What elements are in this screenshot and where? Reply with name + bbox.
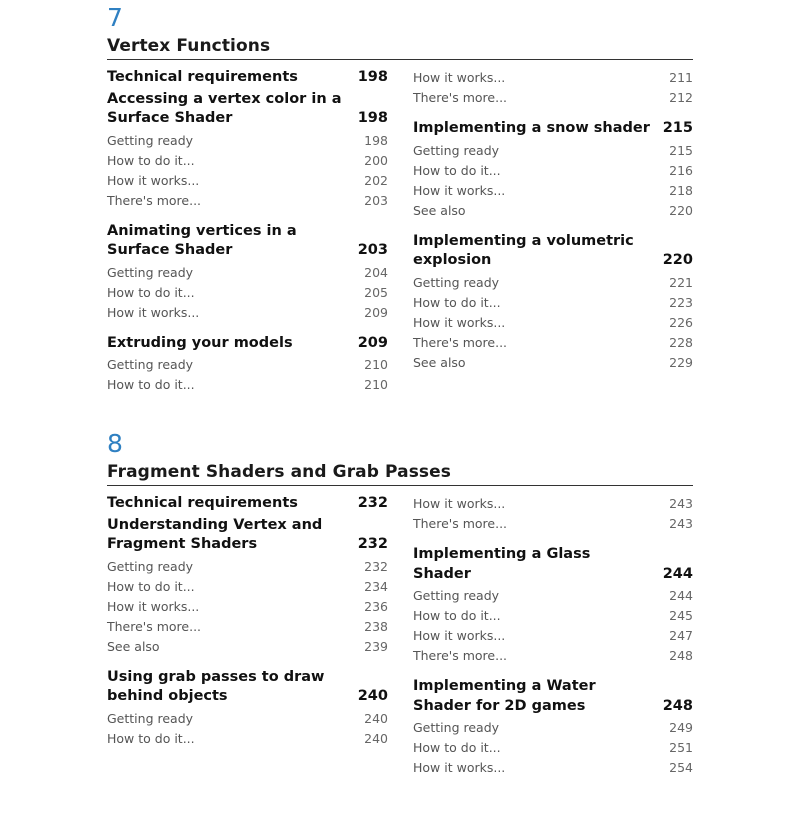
toc-entry-title: Implementing a Water Shader for 2D games [413, 678, 596, 714]
chapter-7 [107, 2, 693, 400]
toc-entry-page: 215 [662, 120, 693, 136]
toc-entry-title: See also [413, 354, 466, 370]
toc-entry-title: See also [413, 202, 466, 218]
toc-left-column [107, 486, 388, 749]
toc-entry-page: 254 [669, 760, 693, 775]
toc-entry-title: How to do it... [107, 152, 195, 168]
toc-entry-page: 226 [669, 314, 693, 330]
toc-entry-title: Getting ready [413, 720, 500, 735]
toc-subsection-entry[interactable] [413, 333, 693, 353]
toc-entry-title: How it works... [107, 172, 200, 188]
toc-entry-page: 243 [669, 496, 693, 511]
toc-subsection-entry[interactable] [107, 131, 388, 151]
toc-subsection-entry[interactable] [413, 293, 693, 313]
toc-entry-page: 244 [662, 565, 693, 582]
toc-entry-page: 239 [364, 638, 388, 654]
toc-entry-title: How it works... [413, 760, 506, 775]
toc-section-entry[interactable] [413, 232, 693, 271]
toc-subsection-entry[interactable] [107, 355, 388, 375]
toc-entry-title: Implementing a volumetric explosion [413, 232, 634, 268]
toc-entry-page: 198 [357, 110, 388, 126]
toc-entry-title: Implementing a Glass Shader [413, 546, 591, 582]
toc-entry-page: 215 [669, 142, 693, 158]
toc-subsection-entry[interactable] [413, 758, 693, 778]
toc-entry-page: 236 [364, 598, 388, 614]
toc-subsection-entry[interactable] [107, 191, 388, 211]
toc-columns [107, 60, 693, 400]
toc-entry-title: How to do it... [107, 730, 195, 746]
toc-subsection-entry[interactable] [107, 597, 388, 617]
toc-entry-page: 240 [357, 688, 388, 704]
toc-entry-page: 229 [669, 354, 693, 370]
toc-subsection-entry[interactable] [107, 729, 388, 749]
toc-subsection-entry[interactable] [413, 353, 693, 373]
toc-entry-page: 211 [669, 70, 693, 85]
toc-section-entry[interactable] [107, 68, 388, 88]
toc-subsection-entry[interactable] [413, 201, 693, 221]
toc-entry-page: 244 [669, 588, 693, 603]
toc-entry-page: 210 [364, 377, 388, 392]
toc-subsection-entry[interactable] [413, 646, 693, 666]
toc-subsection-entry[interactable] [107, 617, 388, 637]
toc-entry-page: 251 [669, 740, 693, 755]
toc-entry-page: 203 [364, 192, 388, 208]
toc-entry-page: 198 [364, 132, 388, 148]
toc-entry-title: How to do it... [107, 284, 195, 300]
toc-entry-page: 209 [357, 334, 388, 351]
toc-subsection-entry[interactable] [413, 161, 693, 181]
toc-entry-title: How it works... [413, 628, 506, 643]
toc-entry-title: How it works... [413, 496, 506, 511]
toc-entry-page: 218 [669, 182, 693, 198]
toc-entry-page: 198 [357, 69, 388, 85]
toc-entry-title: Getting ready [413, 274, 500, 290]
toc-columns [107, 486, 693, 826]
toc-entry-page: 240 [364, 730, 388, 746]
toc-entry-title: How to do it... [413, 608, 501, 623]
toc-subsection-entry[interactable] [107, 283, 388, 303]
toc-entry-title: How to do it... [413, 162, 501, 178]
toc-entry-title: How to do it... [107, 578, 195, 594]
chapter-title: Fragment Shaders and Grab Passes [107, 460, 693, 486]
toc-entry-title: How it works... [413, 182, 506, 198]
toc-section-entry[interactable] [107, 334, 388, 354]
toc-subsection-entry[interactable] [107, 577, 388, 597]
toc-entry-title: Accessing a vertex color in a Surface Shader [107, 90, 342, 126]
toc-entry-title: How to do it... [413, 740, 501, 755]
toc-subsection-entry[interactable] [413, 68, 693, 88]
toc-entry-page: 228 [669, 334, 693, 350]
toc-entry-title: There's more... [107, 192, 202, 208]
toc-entry-title: Getting ready [107, 357, 194, 372]
toc-subsection-entry[interactable] [107, 709, 388, 729]
toc-entry-page: 202 [364, 172, 388, 188]
toc-entry-page: 221 [669, 274, 693, 290]
toc-subsection-entry[interactable] [413, 718, 693, 738]
toc-subsection-entry[interactable] [107, 303, 388, 323]
toc-subsection-entry[interactable] [107, 263, 388, 283]
toc-entry-title: There's more... [413, 648, 508, 663]
toc-entry-title: How to do it... [413, 294, 501, 310]
toc-entry-page: 243 [669, 516, 693, 531]
toc-right-column [413, 486, 693, 778]
toc-section-entry[interactable] [107, 516, 388, 555]
chapter-number: 8 [107, 429, 123, 458]
toc-entry-page: 234 [364, 578, 388, 594]
toc-subsection-entry[interactable] [413, 313, 693, 333]
toc-entry-title: Technical requirements [107, 495, 298, 511]
toc-entry-title: Getting ready [413, 588, 500, 603]
toc-entry-title: How it works... [107, 598, 200, 614]
toc-right-column [413, 60, 693, 373]
toc-section-entry[interactable] [107, 222, 388, 261]
toc-section-entry[interactable] [413, 545, 693, 584]
toc-entry-page: 232 [357, 536, 388, 552]
toc-entry-title: There's more... [107, 618, 202, 634]
toc-subsection-entry[interactable] [107, 637, 388, 657]
toc-entry-title: How it works... [107, 304, 200, 320]
toc-entry-page: 245 [669, 608, 693, 623]
toc-entry-title: Extruding your models [107, 334, 293, 351]
toc-subsection-entry[interactable] [107, 557, 388, 577]
toc-entry-title: Getting ready [107, 710, 194, 726]
toc-entry-title: Technical requirements [107, 69, 298, 85]
toc-entry-page: 220 [662, 252, 693, 268]
toc-subsection-entry[interactable] [413, 273, 693, 293]
toc-entry-title: How to do it... [107, 377, 195, 392]
toc-subsection-entry[interactable] [107, 171, 388, 191]
toc-subsection-entry[interactable] [413, 586, 693, 606]
toc-entry-page: 203 [357, 242, 388, 258]
toc-entry-page: 205 [364, 284, 388, 300]
toc-subsection-entry[interactable] [413, 738, 693, 758]
toc-entry-title: Getting ready [413, 142, 500, 158]
toc-left-column [107, 60, 388, 395]
chapter-number: 7 [107, 3, 123, 32]
toc-entry-page: 232 [364, 558, 388, 574]
toc-entry-page: 200 [364, 152, 388, 168]
toc-entry-page: 216 [669, 162, 693, 178]
toc-entry-title: See also [107, 638, 160, 654]
toc-section-entry[interactable] [107, 494, 388, 514]
toc-entry-title: Getting ready [107, 264, 194, 280]
toc-section-entry[interactable] [107, 90, 388, 129]
toc-entry-page: 204 [364, 264, 388, 280]
toc-subsection-entry[interactable] [413, 606, 693, 626]
toc-subsection-entry[interactable] [107, 151, 388, 171]
toc-entry-title: Understanding Vertex and Fragment Shaders [107, 516, 323, 552]
toc-section-entry[interactable] [107, 668, 388, 707]
chapter-8 [107, 428, 693, 826]
toc-entry-title: Animating vertices in a Surface Shader [107, 222, 297, 258]
toc-subsection-entry[interactable] [413, 181, 693, 201]
toc-entry-title: How it works... [413, 314, 506, 330]
toc-entry-title: Implementing a snow shader [413, 120, 650, 136]
toc-entry-page: 247 [669, 628, 693, 643]
toc-subsection-entry[interactable] [413, 141, 693, 161]
toc-entry-page: 238 [364, 618, 388, 634]
toc-section-entry[interactable] [413, 677, 693, 716]
toc-entry-page: 223 [669, 294, 693, 310]
toc-entry-page: 248 [669, 648, 693, 663]
toc-entry-title: Getting ready [107, 132, 194, 148]
toc-section-entry[interactable] [413, 119, 693, 139]
toc-entry-title: Getting ready [107, 558, 194, 574]
toc-entry-title: How it works... [413, 70, 506, 85]
toc-subsection-entry[interactable] [413, 514, 693, 534]
toc-subsection-entry[interactable] [107, 375, 388, 395]
toc-subsection-entry[interactable] [413, 88, 693, 108]
toc-entry-title: There's more... [413, 334, 508, 350]
toc-entry-title: Using grab passes to draw behind objects [107, 668, 325, 704]
toc-entry-page: 248 [662, 697, 693, 714]
toc-entry-page: 209 [364, 304, 388, 320]
toc-entry-page: 249 [669, 720, 693, 735]
toc-subsection-entry[interactable] [413, 494, 693, 514]
toc-entry-page: 240 [364, 710, 388, 726]
toc-entry-page: 210 [364, 357, 388, 372]
toc-entry-page: 212 [669, 90, 693, 105]
toc-entry-title: There's more... [413, 90, 508, 105]
chapter-title: Vertex Functions [107, 34, 693, 60]
toc-entry-title: There's more... [413, 516, 508, 531]
toc-entry-page: 220 [669, 202, 693, 218]
toc-subsection-entry[interactable] [413, 626, 693, 646]
toc-entry-page: 232 [357, 495, 388, 511]
